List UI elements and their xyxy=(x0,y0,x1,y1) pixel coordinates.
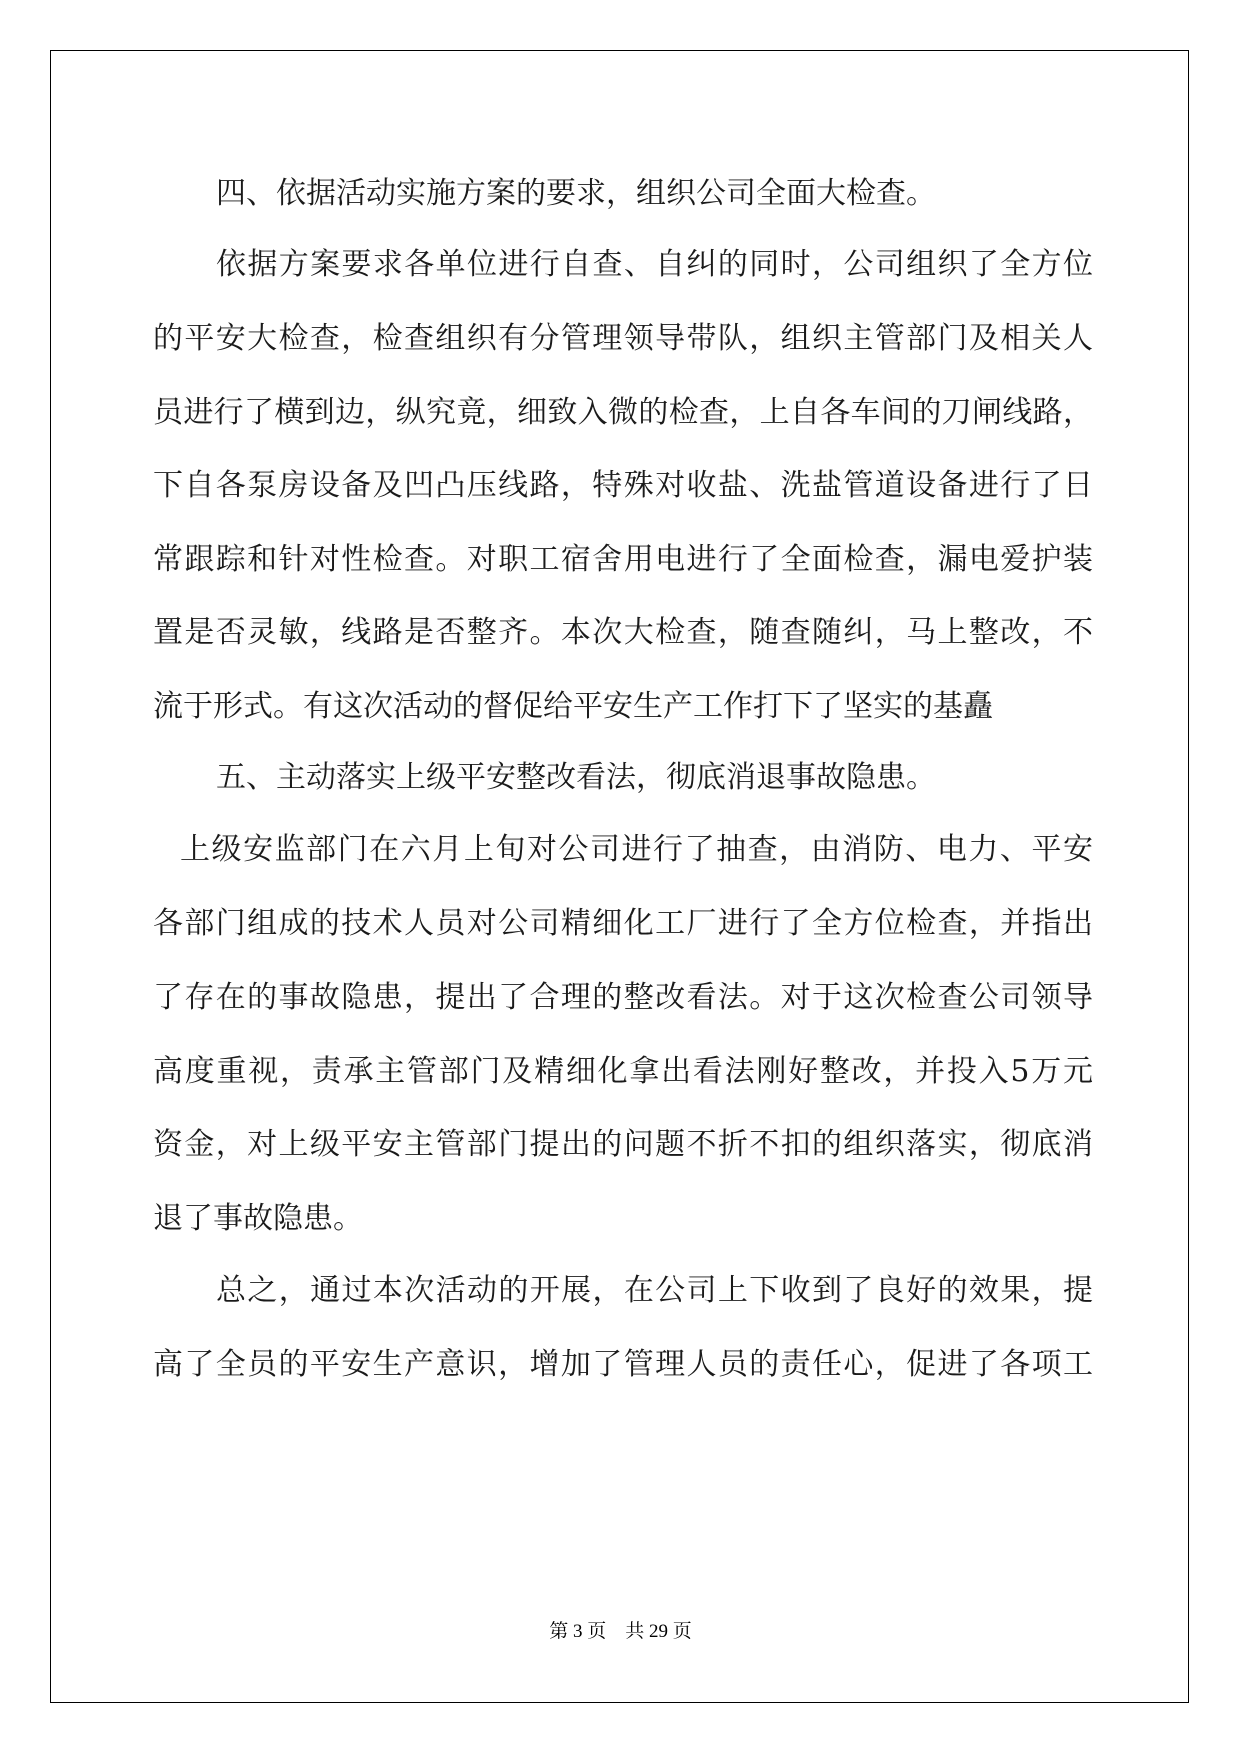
paragraph-line: 退了事故隐患。 xyxy=(153,1201,363,1236)
paragraph-line: 依据方案要求各单位进行自查、自纠的同时，公司组织了全方位 xyxy=(216,247,1093,282)
heading-section-4: 四、依据活动实施方案的要求，组织公司全面大检查。 xyxy=(216,176,936,211)
page-border xyxy=(50,50,1189,1703)
page-number: 第 3 页 共 29 页 xyxy=(549,1621,692,1642)
paragraph-line: 各部门组成的技术人员对公司精细化工厂进行了全方位检查，并指出 xyxy=(153,906,1093,941)
paragraph-line: 高度重视，责承主管部门及精细化拿出看法刚好整改，并投入5万元 xyxy=(153,1054,1093,1089)
paragraph-line: 常跟踪和针对性检查。对职工宿舍用电进行了全面检查，漏电爱护装 xyxy=(153,542,1093,577)
paragraph-line: 流于形式。有这次活动的督促给平安生产工作打下了坚实的基矗 xyxy=(153,689,993,724)
paragraph-line: 上级安监部门在六月上旬对公司进行了抽查，由消防、电力、平安 xyxy=(180,832,1093,867)
paragraph-line: 资金，对上级平安主管部门提出的问题不折不扣的组织落实，彻底消 xyxy=(153,1127,1093,1162)
paragraph-line: 员进行了横到边，纵究竟，细致入微的检查，上自各车间的刀闸线路， xyxy=(153,395,1093,430)
paragraph-line: 置是否灵敏，线路是否整齐。本次大检查，随查随纠，马上整改，不 xyxy=(153,615,1093,650)
paragraph-line: 总之，通过本次活动的开展，在公司上下收到了良好的效果，提 xyxy=(216,1273,1093,1308)
paragraph-line: 下自各泵房设备及凹凸压线路，特殊对收盐、洗盐管道设备进行了日 xyxy=(153,468,1093,503)
heading-section-5: 五、主动落实上级平安整改看法，彻底消退事故隐患。 xyxy=(216,760,936,795)
paragraph-line: 高了全员的平安生产意识，增加了管理人员的责任心，促进了各项工 xyxy=(153,1347,1093,1382)
paragraph-line: 了存在的事故隐患，提出了合理的整改看法。对于这次检查公司领导 xyxy=(153,980,1093,1015)
paragraph-line: 的平安大检查，检查组织有分管理领导带队，组织主管部门及相关人 xyxy=(153,321,1093,356)
